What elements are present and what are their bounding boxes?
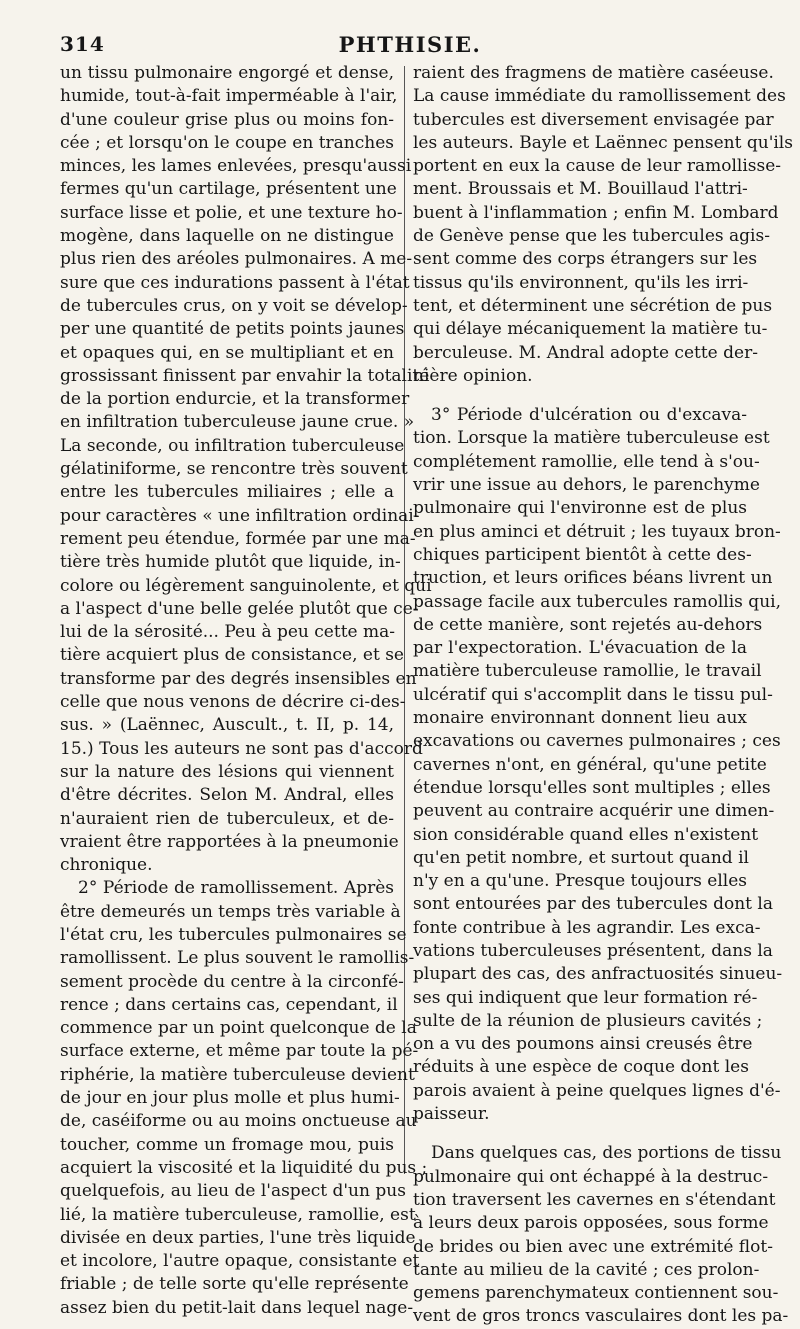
page-header	[60, 32, 760, 62]
text-line: La seconde, ou infiltration tuberculeuse	[60, 435, 405, 456]
text-line: cée ; et lorsqu'on le coupe en tranches	[60, 132, 394, 153]
text-line: surface lisse et polie, et une texture ho-	[60, 202, 403, 223]
text-line: nière opinion.	[413, 365, 533, 386]
right-column	[413, 62, 793, 1329]
right-paragraph-ulceration	[413, 404, 783, 1126]
text-line: tante au milieu de la cavité ; ces prolon-	[413, 1259, 760, 1280]
text-line: rence ; dans certains cas, cependant, il	[60, 994, 398, 1015]
text-line: commence par un point quelconque de la	[60, 1018, 417, 1039]
text-line: fermes qu'un cartilage, présentent une	[60, 179, 397, 200]
text-line: de la portion endurcie, et la transformer	[60, 389, 410, 410]
text-line: assez bien du petit-lait dans lequel nage-	[60, 1297, 414, 1318]
text-line: minces, les lames enlevées, presqu'aussi	[60, 156, 412, 177]
text-line: ment. Broussais et M. Bouillaud l'attri-	[413, 179, 748, 200]
text-line: quelquefois, au lieu de l'aspect d'un pus	[60, 1181, 406, 1202]
text-line: et incolore, l'autre opaque, consistante et	[60, 1251, 420, 1272]
text-line: n'y en a qu'une. Presque toujours elles	[413, 871, 747, 892]
text-line: portent en eux la cause de leur ramollisse-	[413, 156, 782, 177]
text-line: étendue lorsqu'elles sont multiples ; elles	[413, 777, 771, 798]
text-line: on a vu des poumons ainsi creusés être	[413, 1034, 753, 1055]
text-line: pulmonaire qui l'environne est de plus	[413, 498, 747, 519]
text-line: vrir une issue au dehors, le parenchyme	[413, 475, 760, 496]
text-line: l'état cru, les tubercules pulmonaires se	[60, 924, 407, 945]
text-line: complétement ramollie, elle tend à s'ou-	[413, 451, 760, 472]
text-line: rement peu étendue, formée par une ma-	[60, 528, 416, 549]
text-line: lié, la matière tuberculeuse, ramollie, est	[60, 1204, 416, 1225]
text-line: ulcératif qui s'accomplit dans le tissu pul-	[413, 684, 773, 705]
text-line: chronique.	[60, 855, 153, 876]
text-line: sion considérable quand elles n'existent	[413, 824, 759, 845]
text-line: toucher, comme un fromage mou, puis	[60, 1134, 394, 1155]
text-line: et opaques qui, en se multipliant et en	[60, 342, 394, 363]
text-line: un tissu pulmonaire engorgé et dense,	[60, 63, 394, 83]
text-line: plus rien des aréoles pulmonaires. A me-	[60, 249, 413, 270]
text-line: monaire environnant donnent lieu aux	[413, 708, 747, 729]
text-line: 2° Période de ramollissement. Après	[78, 878, 394, 899]
text-line: de cette manière, sont rejetés au-dehors	[413, 614, 763, 635]
text-line: Dans quelques cas, des portions de tissu	[431, 1143, 782, 1164]
text-line: de tubercules crus, on y voit se dévelop-	[60, 295, 408, 316]
text-line: sus. » (Laënnec, Auscult., t. II, p. 14,	[60, 715, 394, 736]
text-line: peuvent au contraire acquérir une dimen-	[413, 801, 775, 822]
text-line: sent comme des corps étrangers sur les	[413, 249, 758, 270]
text-line: plupart des cas, des anfractuosités sinueu-	[413, 964, 783, 985]
text-line: per une quantité de petits points jaunes	[60, 319, 405, 340]
text-line: de, caséiforme ou au moins onctueuse au	[60, 1111, 417, 1132]
text-line: sure que ces indurations passent à l'état	[60, 272, 410, 293]
text-line: vent de gros troncs vasculaires dont les pa-	[413, 1306, 789, 1327]
text-line: parois avaient à peine quelques lignes d'é-	[413, 1080, 781, 1101]
right-paragraph-brides	[413, 1142, 789, 1328]
text-line: entre les tubercules miliaires ; elle a	[60, 482, 394, 503]
text-line: par l'expectoration. L'évacuation de la	[413, 638, 747, 659]
text-line: tubercules est diversement envisagée par	[413, 109, 774, 130]
text-line: d'une couleur grise plus ou moins fon-	[60, 109, 394, 130]
column-divider	[404, 66, 405, 1174]
text-line: colore ou légèrement sanguinolente, et qui	[60, 575, 432, 596]
text-line: de brides ou bien avec une extrémité flot-	[413, 1236, 773, 1257]
text-line: gemens parenchymateux contiennent sou-	[413, 1283, 779, 1304]
text-line: 3° Période d'ulcération ou d'excava-	[431, 405, 747, 426]
text-line: de Genève pense que les tubercules agis-	[413, 226, 770, 247]
text-line: cavernes n'ont, en général, qu'une petite	[413, 754, 767, 775]
text-line: n'auraient rien de tuberculeux, et de-	[60, 808, 394, 829]
text-line: mogène, dans laquelle on ne distingue	[60, 226, 394, 247]
text-line: sement procède du centre à la circonfé-	[60, 971, 404, 992]
text-line: tent, et déterminent une sécrétion de pus	[413, 295, 773, 316]
paragraph-gap	[413, 388, 747, 404]
text-line: raient des fragmens de matière caséeuse.	[413, 63, 774, 83]
text-line: sulte de la réunion de plusieurs cavités ;	[413, 1010, 763, 1031]
text-line: pulmonaire qui ont échappé à la destruc-	[413, 1166, 769, 1187]
text-line: qu'en petit nombre, et surtout quand il	[413, 847, 749, 868]
text-line: divisée en deux parties, l'une très liquide	[60, 1227, 416, 1248]
text-line: excavations ou cavernes pulmonaires ; ces	[413, 731, 781, 752]
text-line: buent à l'inflammation ; enfin M. Lombard	[413, 202, 779, 223]
text-line: 15.) Tous les auteurs ne sont pas d'accord	[60, 738, 423, 759]
left-column	[60, 62, 432, 1320]
text-line: tion traversent les cavernes en s'étendant	[413, 1189, 776, 1210]
text-line: grossissant finissent par envahir la totalité	[60, 365, 430, 386]
text-line: réduits à une espèce de coque dont les	[413, 1057, 749, 1078]
text-line: acquiert la viscosité et la liquidité du pus ;	[60, 1157, 428, 1178]
text-line: La cause immédiate du ramollissement des	[413, 86, 786, 107]
text-line: tière acquiert plus de consistance, et se	[60, 645, 404, 666]
text-line: pour caractères « une infiltration ordinai-	[60, 505, 420, 526]
text-line: chiques participent bientôt à cette des-	[413, 544, 752, 565]
text-line: paisseur.	[413, 1104, 490, 1125]
text-line: truction, et leurs orifices béans livrent un	[413, 568, 773, 589]
text-line: sont entourées par des tubercules dont la	[413, 894, 773, 915]
text-line: qui délaye mécaniquement la matière tu-	[413, 319, 768, 340]
text-line: tion. Lorsque la matière tuberculeuse est	[413, 428, 770, 449]
running-title: PHTHISIE.	[338, 32, 482, 57]
text-line: surface externe, et même par toute la pé-	[60, 1041, 419, 1062]
text-line: être demeurés un temps très variable à	[60, 901, 401, 922]
text-line: en infiltration tuberculeuse jaune crue. »	[60, 412, 415, 433]
text-line: vations tuberculeuses présentent, dans la	[413, 940, 773, 961]
text-line: d'être décrites. Selon M. Andral, elles	[60, 785, 394, 806]
text-line: berculeuse. M. Andral adopte cette der-	[413, 342, 758, 363]
text-line: passage facile aux tubercules ramollis qui,	[413, 591, 781, 612]
text-line: gélatiniforme, se rencontre très souvent	[60, 459, 408, 480]
text-line: riphérie, la matière tuberculeuse devient	[60, 1064, 415, 1085]
text-line: tissus qu'ils environnent, qu'ils les irri-	[413, 272, 749, 293]
text-line: lui de la sérosité... Peu à peu cette ma-	[60, 622, 395, 643]
text-line: celle que nous venons de décrire ci-des-	[60, 692, 406, 713]
text-line: à leurs deux parois opposées, sous forme	[413, 1213, 769, 1234]
text-line: ramollissent. Le plus souvent le ramollis-	[60, 948, 415, 969]
text-line: en plus aminci et détruit ; les tuyaux bron-	[413, 521, 781, 542]
paragraph-gap	[413, 1126, 747, 1142]
text-line: les auteurs. Bayle et Laënnec pensent qu'ils	[413, 132, 793, 153]
right-paragraph-causes	[413, 62, 793, 388]
text-line: ses qui indiquent que leur formation ré-	[413, 987, 758, 1008]
text-line: transforme par des degrés insensibles en	[60, 668, 417, 689]
text-line: a l'aspect d'une belle gelée plutôt que ce-	[60, 598, 419, 619]
text-line: friable ; de telle sorte qu'elle représente	[60, 1274, 409, 1295]
text-line: de jour en jour plus molle et plus humi-	[60, 1088, 400, 1109]
text-line: sur la nature des lésions qui viennent	[60, 761, 394, 782]
page-number: 314	[60, 32, 105, 56]
text-line: humide, tout-à-fait imperméable à l'air,	[60, 86, 398, 107]
text-line: fonte contribue à les agrandir. Les exca-	[413, 917, 761, 938]
text-line: matière tuberculeuse ramollie, le travail	[413, 661, 762, 682]
text-line: tière très humide plutôt que liquide, in-	[60, 552, 401, 573]
text-line: vraient être rapportées à la pneumonie	[60, 831, 399, 852]
